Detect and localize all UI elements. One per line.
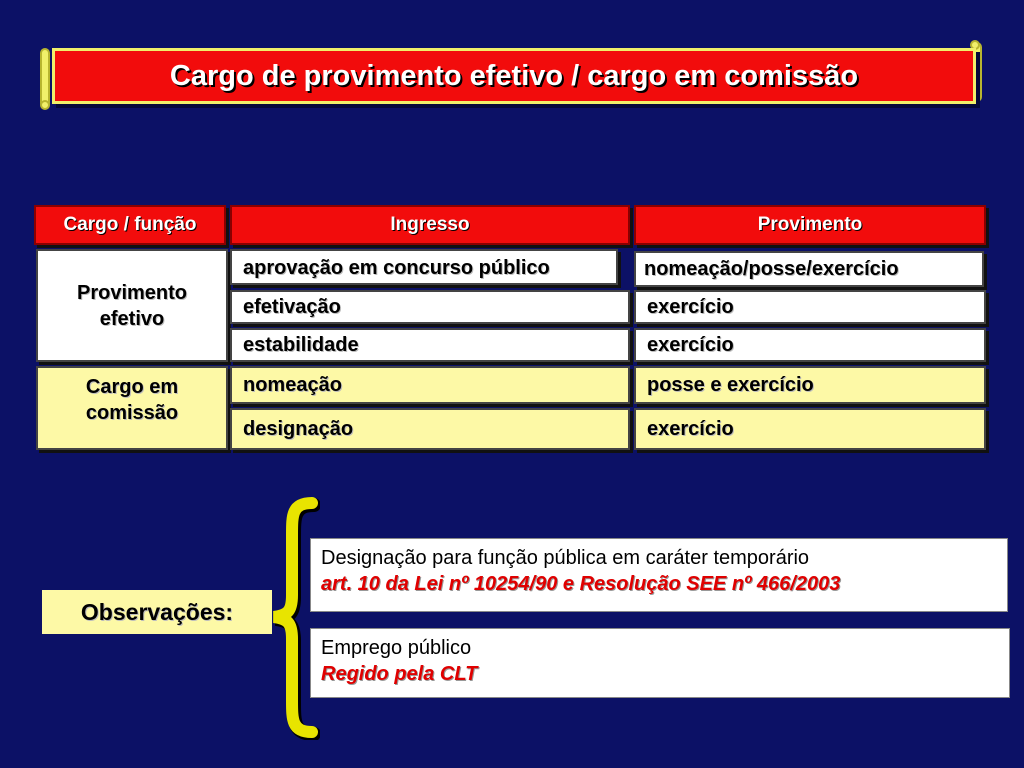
note-reference: art. 10 da Lei nº 10254/90 e Resolução SEE nº 466/2003 [321, 573, 841, 595]
group-label-line2: comissão [85, 402, 179, 424]
note-emprego-publico [310, 628, 1010, 698]
header-ingresso: Ingresso [230, 205, 630, 245]
note-text: Designação para função pública em caráter temporário [321, 547, 810, 569]
group-provimento-efetivo [36, 249, 228, 362]
table-cell-provimento: exercício [634, 408, 986, 450]
note-reference: Regido pela CLT [321, 663, 478, 685]
table-cell-ingresso: estabilidade [230, 328, 630, 362]
curly-bracket-icon [270, 495, 320, 740]
group-cargo-em-comissao [36, 366, 228, 450]
observations-label: Observações: [42, 590, 272, 634]
table-cell-ingresso: designação [230, 408, 630, 450]
table-cell-provimento: posse e exercício [634, 366, 986, 404]
title-banner-left-end [40, 48, 50, 108]
table-cell-ingresso: aprovação em concurso público [230, 249, 618, 285]
table-cell-provimento: exercício [634, 290, 986, 324]
title-banner-left-curl [40, 100, 50, 110]
table-cell-ingresso: nomeação [230, 366, 630, 404]
header-cargo-funcao: Cargo / função [34, 205, 226, 245]
title-banner [52, 48, 976, 104]
page-title: Cargo de provimento efetivo / cargo em comissão [169, 59, 859, 92]
table-cell-provimento: nomeação/posse/exercício [634, 251, 984, 287]
group-label-line1: Cargo em [85, 376, 179, 398]
header-provimento: Provimento [634, 205, 986, 245]
table-cell-provimento: exercício [634, 328, 986, 362]
table-cell-ingresso: efetivação [230, 290, 630, 324]
note-text: Emprego público [321, 637, 472, 659]
group-label-line2: efetivo [99, 307, 165, 330]
group-label-line1: Provimento [76, 281, 188, 304]
note-designacao [310, 538, 1008, 612]
